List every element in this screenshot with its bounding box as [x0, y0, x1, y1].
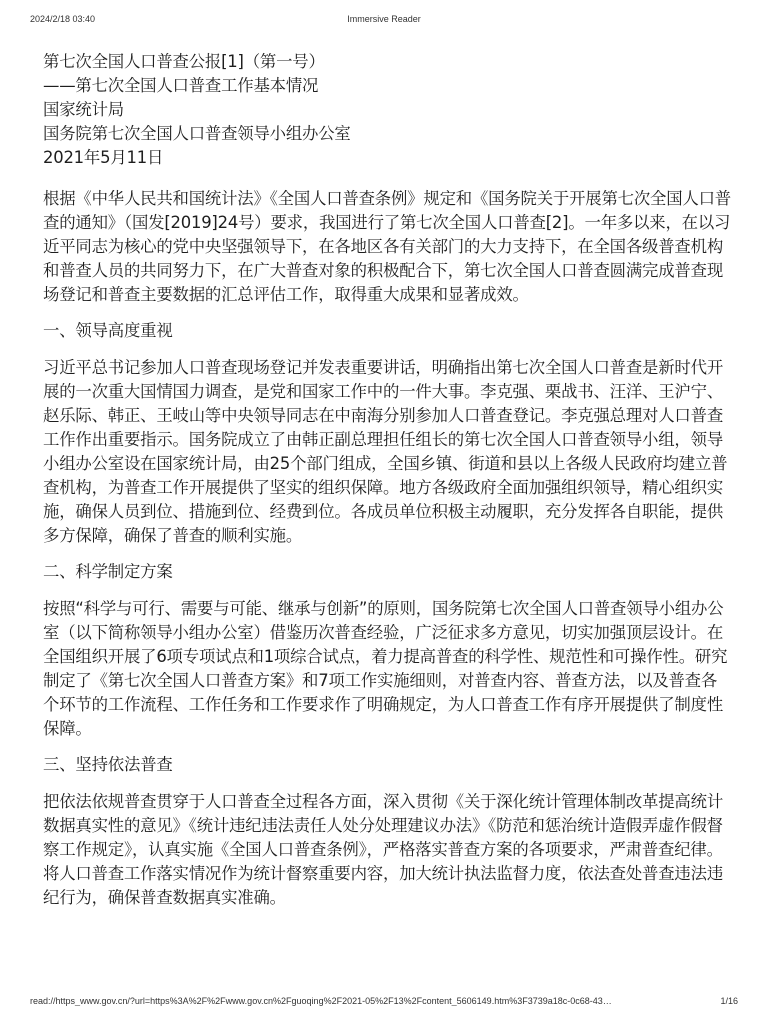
article-heading [43, 50, 733, 170]
section-heading-law: 三、坚持依法普查 [43, 755, 173, 774]
bulletin-title: 第七次全国人口普查公报[1]（第一号） [43, 52, 325, 71]
bulletin-subtitle: ——第七次全国人口普查工作基本情况 [43, 76, 319, 95]
issue-date: 2021年5月11日 [43, 148, 164, 167]
section-body-plan: 按照“科学与可行、需要与可能、继承与创新”的原则，国务院第七次全国人口普查领导小组办公室（以下简称领导小组办公室）借鉴历次普查经验，广泛征求多方意见，切实加强顶层设计。在全国组织开展了6项专项试点和1项综合试点，着力提高普查的科学性、规范性和可操作性。研究制定了《第七次全国人口普查方案》和7项工作实施细则，对普查内容、普查方法，以及普查各个环节的工作流程、工作任务和工作要求作了明确规定，为人口普查工作有序开展提供了制度性保障。 [43, 599, 728, 738]
issuer-nbs: 国家统计局 [43, 100, 124, 119]
print-page-title: Immersive Reader [347, 14, 421, 24]
print-footer [0, 996, 768, 1010]
section-heading-plan: 二、科学制定方案 [43, 562, 173, 581]
issuer-census-office: 国务院第七次全国人口普查领导小组办公室 [43, 124, 351, 143]
article [43, 50, 733, 910]
section-body-leadership: 习近平总书记参加人口普查现场登记并发表重要讲话，明确指出第七次全国人口普查是新时代开展的一次重大国情国力调查，是党和国家工作中的一件大事。李克强、栗战书、汪洋、王沪宁、赵乐际、韩正、王岐山等中央领导同志在中南海分别参加人口普查登记。李克强总理对人口普查工作作出重要指示。国务院成立了由韩正副总理担任组长的第七次全国人口普查领导小组，领导小组办公室设在国家统计局，由25个部门组成，全国乡镇、街道和县以上各级人民政府均建立普查机构，为普查工作开展提供了坚实的组织保障。地方各级政府全面加强组织领导，精心组织实施，确保人员到位、措施到位、经费到位。各成员单位积极主动履职，充分发挥各自职能，提供多方保障，确保了普查的顺利实施。 [43, 358, 728, 545]
intro-paragraph: 根据《中华人民共和国统计法》《全国人口普查条例》规定和《国务院关于开展第七次全国人口普查的通知》（国发[2019]24号）要求，我国进行了第七次全国人口普查[2]。一年多以来，在以习近平同志为核心的党中央坚强领导下，在各地区各有关部门的大力支持下，在全国各级普查机构和普查人员的共同努力下，在广大普查对象的积极配合下，第七次全国人口普查圆满完成普查现场登记和普查主要数据的汇总评估工作，取得重大成果和显著成效。 [43, 189, 731, 304]
print-datetime: 2024/2/18 03:40 [30, 14, 96, 24]
section-heading-leadership: 一、领导高度重视 [43, 321, 173, 340]
print-source-url: read://https_www.gov.cn/?url=https%3A%2F%2Fwww.gov.cn%2Fguoqing%2F2021-05%2F13%2Fcontent_5606149.htm%3F3739a18c-0c68-43… [30, 996, 612, 1006]
section-body-law: 把依法依规普查贯穿于人口普查全过程各方面，深入贯彻《关于深化统计管理体制改革提高统计数据真实性的意见》《统计违纪违法责任人处分处理建议办法》《防范和惩治统计造假弄虚作假督察工作规定》，认真实施《全国人口普查条例》，严格落实普查方案的各项要求，严肃普查纪律。将人口普查工作落实情况作为统计督察重要内容，加大统计执法监督力度，依法查处普查违法违纪行为，确保普查数据真实准确。 [43, 792, 724, 907]
page-number: 1/16 [720, 996, 738, 1006]
print-header [0, 14, 768, 28]
